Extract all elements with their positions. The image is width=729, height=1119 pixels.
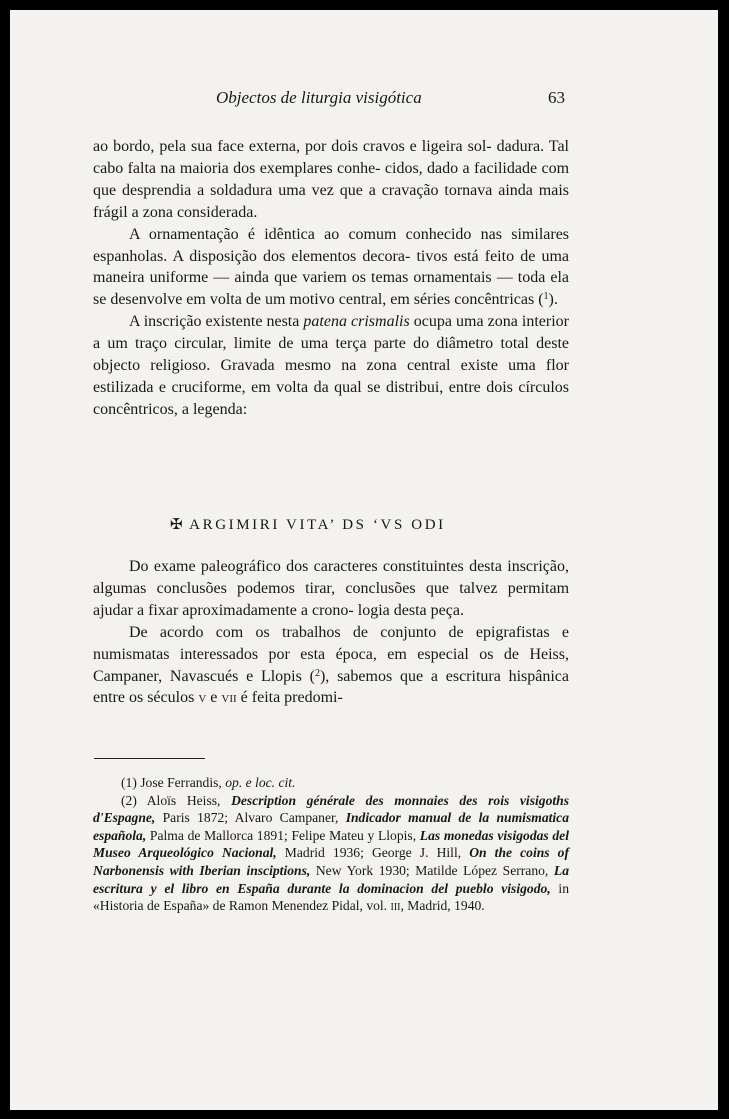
footnote-mark: (2): [121, 792, 137, 808]
text-line: do diâmetro total deste objecto religioso. Gravada mesmo: [93, 335, 570, 375]
footnote-2: [93, 792, 569, 915]
text-line: e numismatas interessados por esta época, em especial os: [93, 623, 569, 663]
page-number: 63: [548, 88, 565, 107]
footnotes: [93, 774, 569, 915]
paragraph-2: [93, 224, 569, 312]
text-line: variem os temas ornamentais — toda ela se desenvolve em: [93, 269, 570, 309]
running-title: Objectos de liturgia visigótica: [216, 88, 422, 107]
text-line: na zona central existe uma flor estilizada e cruciforme, em: [93, 357, 570, 396]
text-line: ocupa uma: [409, 313, 484, 331]
text-line: A inscrição existente nesta: [129, 313, 304, 331]
paragraph-5: [93, 622, 569, 710]
page-header: [10, 88, 718, 110]
footnote-text: New York 1930; Matilde López Serrano,: [310, 862, 554, 878]
text-line: talvez permitam ajudar a fixar aproximadamente a crono-: [93, 579, 570, 619]
text-line: tivos está feito de uma maneira uniforme — ainda que: [93, 247, 570, 287]
text-line: a legenda:: [181, 400, 248, 418]
text-line: ).: [548, 291, 558, 309]
text-line: inscrição, algumas conclusões podemos tirar, conclusões que: [93, 558, 569, 597]
text-line: volta de um motivo central, em séries concêntricas (: [209, 291, 544, 309]
roman-numeral: vii: [221, 689, 237, 707]
text-line: dadura. Tal cabo falta na maioria dos exemplares conhe-: [93, 138, 570, 177]
text-line: considerada.: [176, 203, 258, 221]
paragraph-1: [93, 136, 569, 224]
text-line: logia desta peça.: [357, 601, 464, 619]
footnote-text: Paris 1872; Alvaro Campaner,: [155, 810, 346, 826]
footnote-ref-1: 1: [543, 291, 549, 303]
roman-numeral: v: [198, 689, 207, 707]
footnote-text: Madrid 1936; George J. Hill,: [276, 845, 470, 861]
footnote-divider: [94, 758, 205, 759]
text-line: A ornamentação é idêntica ao comum conhecido nas: [129, 225, 502, 243]
paragraph-4: [93, 556, 569, 622]
footnote-mark: (1): [121, 775, 137, 790]
book-title: Indicador manual de la numismatica española,: [93, 810, 570, 843]
text-line: volta da qual se distribui, entre dois círculos concêntricos,: [93, 378, 569, 418]
inscription-text: ARGIMIRI VITA’ DS ‘VS ODI: [189, 517, 446, 533]
text-line: de Heiss, Campaner, Navascués e Llopis (: [93, 645, 570, 685]
latin-term: patena crismalis: [303, 313, 410, 331]
footnote-text: Aloïs Heiss,: [136, 792, 232, 808]
body-text-continued: [93, 556, 569, 709]
footnote-text: Palma de Mallorca 1891; Felipe Mateu y Llopis,: [146, 827, 420, 843]
body-text: [93, 136, 569, 421]
text-line: zona interior a um traço circular, limite de uma terça parte: [93, 313, 569, 353]
text-line: De acordo com os trabalhos de conjunto de epigrafistas: [129, 623, 550, 641]
footnote-ref-2: 2: [314, 667, 320, 679]
text-line: uma vez que a cravação tornava ainda mais frágil a zona: [93, 181, 570, 221]
text-line: Do exame paleográfico dos caracteres constituintes desta: [129, 558, 502, 575]
footnote-text: Jose Ferrandis,: [136, 775, 226, 790]
text-line: ), sabemos que a: [319, 667, 438, 685]
footnote-citation: op. e loc. cit.: [225, 775, 296, 790]
book-title: Las monedas visigodas del Museo Arqueológico Nacional,: [93, 827, 569, 861]
book-title: On the coins of Narbonensis with Iberian insciptions,: [93, 845, 569, 878]
inscription-legend: [170, 515, 446, 534]
book-title: La escritura y el libro en España durante la dominacion del pueblo visigodo,: [93, 862, 569, 896]
footnote-text: , Madrid, 1940.: [400, 898, 485, 914]
paragraph-3: [93, 311, 569, 421]
text-line: é feita predomi-: [236, 689, 343, 707]
text-line: similares espanholas. A disposição dos elementos decora-: [93, 225, 570, 265]
text-line: e: [206, 689, 222, 707]
footnote-1: [93, 774, 569, 792]
maltese-cross-icon: ✠: [170, 517, 186, 533]
roman-numeral: iii: [390, 898, 401, 914]
book-title: Description générale des monnaies des rois visigoths d'Espagne,: [93, 792, 569, 826]
text-line: escritura hispânica entre os séculos: [93, 667, 570, 707]
text-line: ao bordo, pela sua face externa, por dois cravos e ligeira sol-: [93, 138, 492, 155]
text-line: cidos, dado a facilidade com que desprendia a soldadura: [93, 159, 570, 199]
footnote-text: in «Historia de España» de Ramon Menendez Pidal, vol.: [93, 880, 569, 914]
book-page: [10, 10, 718, 1110]
